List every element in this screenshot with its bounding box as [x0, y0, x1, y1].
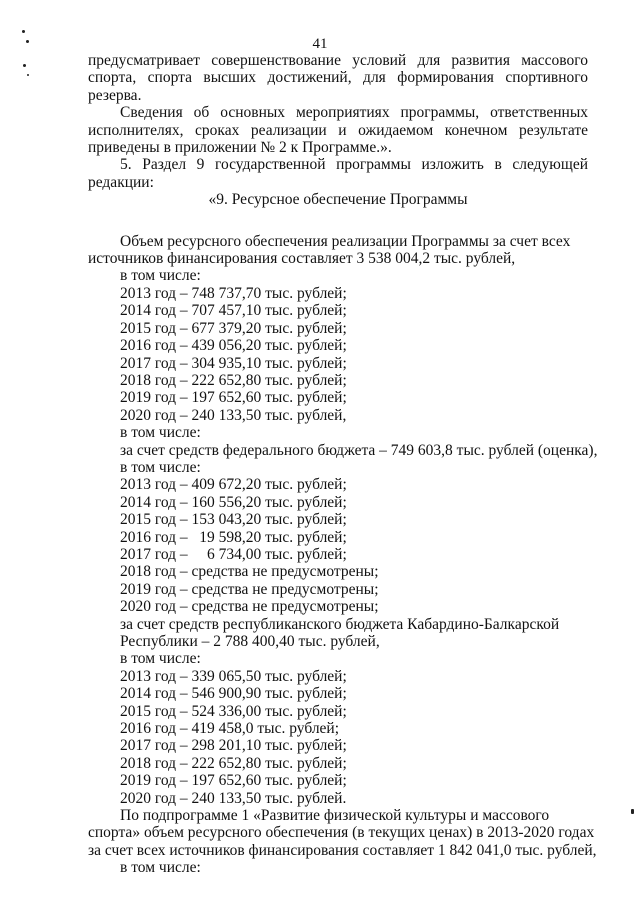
- total-year-line: 2018 год – 222 652,80 тыс. рублей;: [120, 371, 347, 389]
- republic-year-line: 2018 год – 222 652,80 тыс. рублей;: [120, 754, 347, 772]
- republic-year-line: 2016 год – 419 458,0 тыс. рублей;: [120, 720, 340, 738]
- republic-year-line: 2017 год – 298 201,10 тыс. рублей;: [120, 737, 347, 755]
- page-number: 41: [312, 36, 328, 52]
- federal-year-line: 2018 год – средства не предусмотрены;: [120, 563, 379, 581]
- total-line-1: Объем ресурсного обеспечения реализации Программы за счет всех: [120, 232, 571, 250]
- republic-line-2: Республики – 2 788 400,40 тыс. рублей,: [120, 633, 380, 650]
- federal-year-line: 2013 год – 409 672,20 тыс. рублей;: [120, 476, 347, 494]
- total-year-line: 2016 год – 439 056,20 тыс. рублей;: [120, 337, 347, 355]
- federal-year-line: 2019 год – средства не предусмотрены;: [120, 580, 379, 598]
- total-year-line: 2017 год – 304 935,10 тыс. рублей;: [120, 354, 347, 372]
- total-year-line: 2015 год – 677 379,20 тыс. рублей;: [120, 319, 347, 337]
- republic-year-line: 2019 год – 197 652,60 тыс. рублей;: [120, 772, 347, 790]
- federal-year-line: 2020 год – средства не предусмотрены;: [120, 598, 379, 616]
- subprogram-line-3: за счет всех источников финансирования составляет 1 842 041,0 тыс. рублей,: [88, 841, 597, 859]
- subprogram-line-2: спорта» объем ресурсного обеспечения (в текущих ценах) в 2013-2020 годах: [88, 824, 595, 842]
- republic-year-line: 2015 год – 524 336,00 тыс. рублей;: [120, 702, 347, 720]
- republic-year-line: 2020 год – 240 133,50 тыс. рублей.: [120, 789, 347, 807]
- scan-speck: [27, 74, 29, 76]
- scan-speck: [631, 809, 634, 814]
- total-including: в том числе:: [120, 267, 201, 285]
- total-year-line: 2020 год – 240 133,50 тыс. рублей,: [120, 406, 347, 424]
- republic-year-line: 2013 год – 339 065,50 тыс. рублей;: [120, 667, 347, 685]
- republic-year-line: 2014 год – 546 900,90 тыс. рублей;: [120, 685, 347, 703]
- intro-paragraph-1: предусматривает совершенствование условий для развития массового спорта, спорта высших достижений, для формирования спортивного резерва.: [88, 52, 588, 104]
- republic-line-1: за счет средств республиканского бюджета Кабардино-Балкарской: [120, 615, 560, 633]
- federal-year-line: 2014 год – 160 556,20 тыс. рублей;: [120, 493, 347, 511]
- document-body: [88, 52, 598, 877]
- intro-paragraph-2: Сведения об основных мероприятиях программы, ответственных исполнителях, сроках реализации и ожидаемом конечном результате приведены в приложении № 2 к Программе.».: [88, 104, 588, 157]
- subprogram-including: в том числе:: [120, 859, 201, 877]
- subprogram-line-1: По подпрограмме 1 «Развитие физической культуры и массового: [120, 807, 550, 825]
- federal-including: в том числе:: [120, 458, 201, 476]
- total-year-line: 2019 год – 197 652,60 тыс. рублей;: [120, 389, 347, 407]
- federal-line: за счет средств федерального бюджета – 749 603,8 тыс. рублей (оценка),: [120, 441, 598, 459]
- total-line-2: источников финансирования составляет 3 538 004,2 тыс. рублей,: [88, 250, 516, 268]
- republic-including: в том числе:: [120, 650, 201, 668]
- scan-speck: [23, 64, 26, 67]
- federal-year-line: 2015 год – 153 043,20 тыс. рублей;: [120, 511, 347, 529]
- scan-speck: [22, 30, 25, 33]
- total-including-2: в том числе:: [120, 424, 201, 442]
- total-year-line: 2014 год – 707 457,10 тыс. рублей;: [120, 302, 347, 320]
- federal-year-line: 2016 год – 19 598,20 тыс. рублей;: [120, 528, 347, 546]
- section-title: «9. Ресурсное обеспечение Программы: [208, 191, 468, 209]
- federal-year-line: 2017 год – 6 734,00 тыс. рублей;: [120, 545, 347, 563]
- total-year-line: 2013 год – 748 737,70 тыс. рублей;: [120, 284, 347, 302]
- intro-paragraph-3: 5. Раздел 9 государственной программы изложить в следующей редакции:: [88, 156, 588, 191]
